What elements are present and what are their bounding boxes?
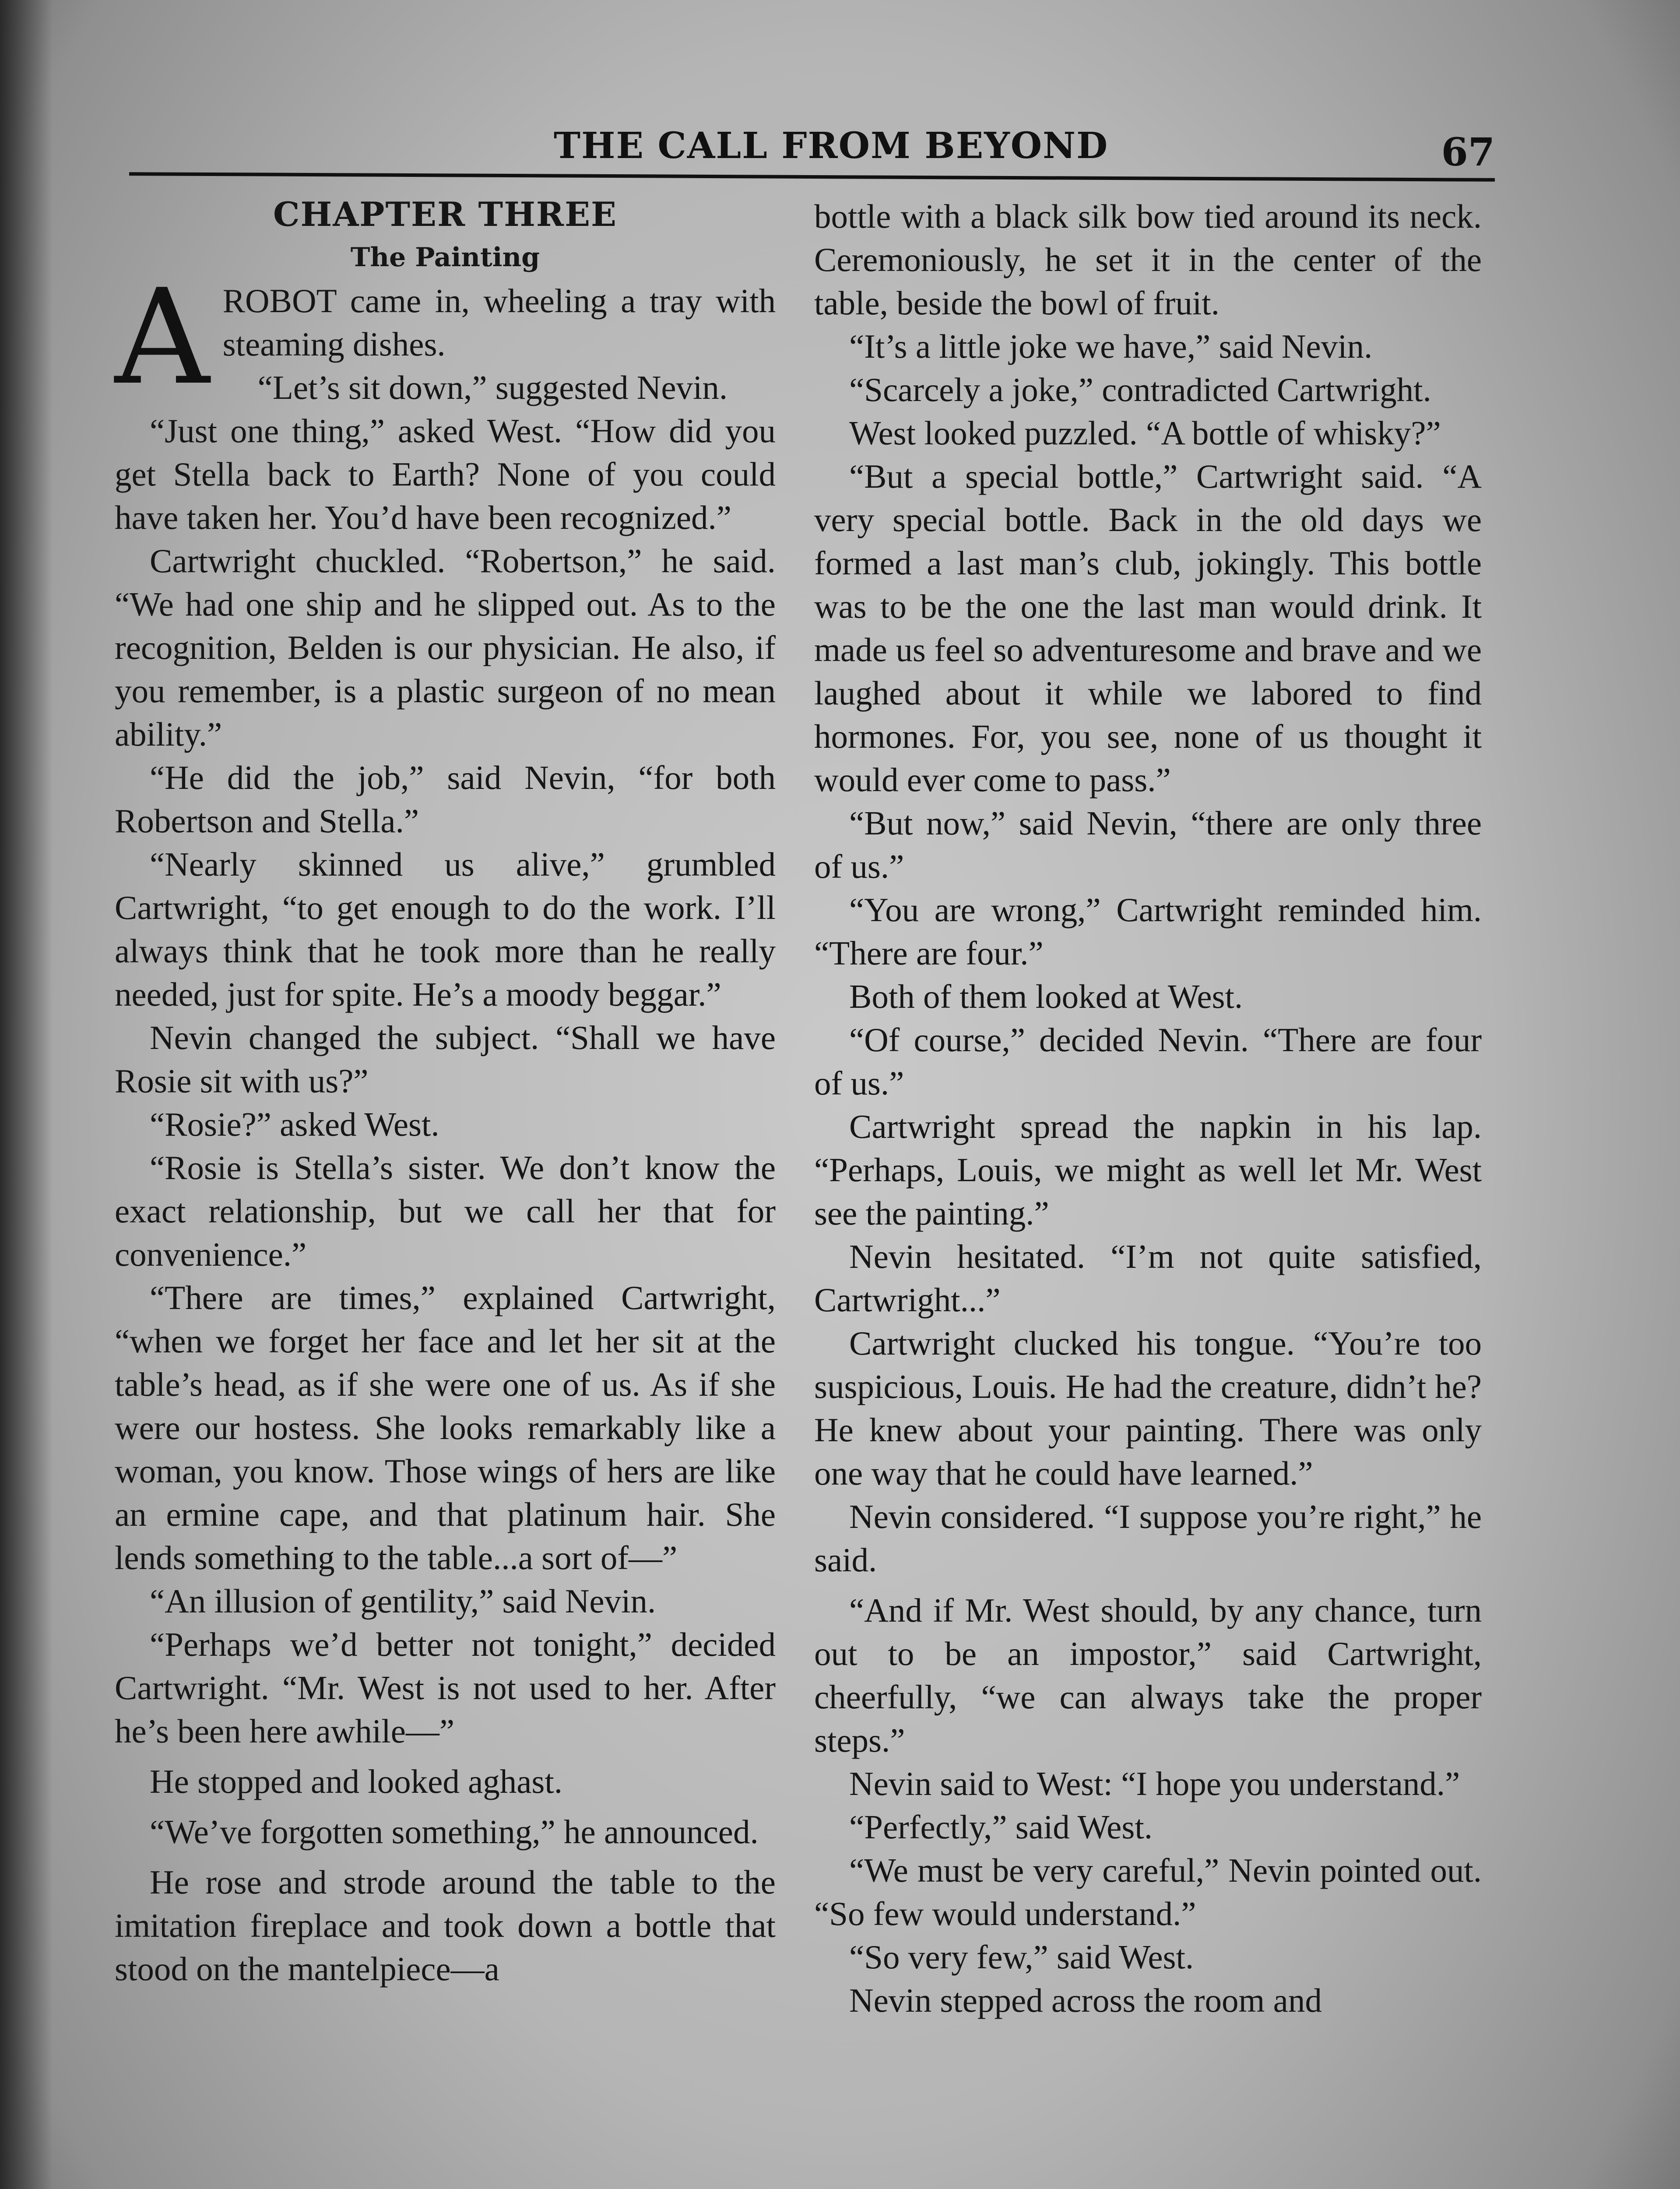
paragraph: “Perhaps we’d better not tonight,” decided Cartwright. “Mr. West is not used to her. After he’s been here awhile—” bbox=[115, 1626, 776, 1750]
paragraph: “An illusion of gentility,” said Nevin. bbox=[150, 1582, 656, 1620]
page-number: 67 bbox=[1441, 129, 1495, 175]
paragraph: “But now,” said Nevin, “there are only three of us.” bbox=[814, 804, 1482, 885]
paragraph: Nevin considered. “I suppose you’re right,” he said. bbox=[814, 1498, 1482, 1579]
paragraph: “Scarcely a joke,” contradicted Cartwright. bbox=[849, 371, 1431, 408]
paragraph: “You are wrong,” Cartwright reminded him. “There are four.” bbox=[814, 891, 1482, 972]
paragraph: “Perfectly,” said West. bbox=[849, 1808, 1153, 1846]
paragraph: Nevin changed the subject. “Shall we have Rosie sit with us?” bbox=[115, 1019, 776, 1100]
paragraph: “Of course,” decided Nevin. “There are four of us.” bbox=[814, 1021, 1482, 1102]
paragraph: “Nearly skinned us alive,” grumbled Cartwright, “to get enough to do the work. I’ll always think that he took more than he really needed, just for spite. He’s a moody beggar.” bbox=[115, 845, 776, 1013]
running-title: THE CALL FROM BEYOND bbox=[554, 125, 1109, 167]
paragraph: “We must be very careful,” Nevin pointed out. “So few would understand.” bbox=[814, 1851, 1482, 1932]
paragraph: Cartwright clucked his tongue. “You’re too suspicious, Louis. He had the creature, didn’t he? He knew about your painting. There was only one way that he could have learned.” bbox=[814, 1324, 1482, 1492]
drop-cap: A bbox=[115, 261, 210, 414]
paragraph: “He did the job,” said Nevin, “for both Robertson and Stella.” bbox=[115, 759, 776, 840]
paragraph: Both of them looked at West. bbox=[849, 978, 1243, 1015]
chapter-title: CHAPTER THREE bbox=[273, 195, 617, 234]
paragraph: He stopped and looked aghast. bbox=[150, 1763, 563, 1800]
paragraph: “Rosie is Stella’s sister. We don’t know the exact relationship, but we call her that for convenience.” bbox=[115, 1149, 776, 1273]
page-edge-shadow bbox=[0, 0, 53, 2189]
paragraph: bottle with a black silk bow tied around its neck. Ceremoniously, he set it in the center of the table, beside the bowl of fruit. bbox=[814, 197, 1482, 322]
paragraph: Nevin stepped across the room and bbox=[849, 1981, 1322, 2019]
left-column bbox=[115, 193, 776, 1991]
paragraph: “Rosie?” asked West. bbox=[150, 1105, 439, 1143]
paragraph: Nevin said to West: “I hope you understand.” bbox=[849, 1765, 1460, 1802]
chapter-subtitle: The Painting bbox=[350, 242, 540, 273]
paragraph: “But a special bottle,” Cartwright said. “A very special bottle. Back in the old days we formed a last man’s club, jokingly. This bottle was to be the one the last man would drink. It made us feel so adventuresome and brave and we laughed about it while we labored to find hormones. For, you see, none of us thought it would ever come to pass.” bbox=[814, 458, 1482, 799]
paragraph: Cartwright spread the napkin in his lap. “Perhaps, Louis, we might as well let Mr. West see the painting.” bbox=[814, 1108, 1482, 1232]
paragraph: “It’s a little joke we have,” said Nevin. bbox=[849, 327, 1373, 365]
paragraph-text: ROBOT came in, wheeling a tray with steaming dishes. bbox=[222, 282, 776, 363]
paragraph: “So very few,” said West. bbox=[849, 1938, 1194, 1976]
paragraph: “We’ve forgotten something,” he announced. bbox=[150, 1813, 759, 1851]
paragraph: Cartwright chuckled. “Robertson,” he said. “We had one ship and he slipped out. As to the recognition, Belden is our physician. He also, if you remember, is a plastic surgeon of no mean ability.” bbox=[115, 542, 776, 753]
paragraph: West looked puzzled. “A bottle of whisky?” bbox=[849, 414, 1441, 452]
paragraph: Nevin hesitated. “I’m not quite satisfied, Cartwright...” bbox=[814, 1238, 1482, 1319]
paragraph: “Just one thing,” asked West. “How did you get Stella back to Earth? None of you could have taken her. You’d have been recognized.” bbox=[115, 412, 776, 536]
paragraph: “And if Mr. West should, by any chance, turn out to be an impostor,” said Cartwright, cheerfully, “we can always take the proper steps.” bbox=[814, 1591, 1482, 1759]
paragraph: He rose and strode around the table to the imitation fireplace and took down a bottle that stood on the mantelpiece—a bbox=[115, 1863, 776, 1988]
paragraph: “There are times,” explained Cartwright, “when we forget her face and let her sit at the table’s head, as if she were one of us. As if she were our hostess. She looks remarkably like a woman, you know. Those wings of hers are like an ermine cape, and that platinum hair. She lends something to the table...a sort of—” bbox=[115, 1279, 776, 1577]
paragraph: “Let’s sit down,” suggested Nevin. bbox=[257, 369, 728, 406]
right-column bbox=[814, 195, 1482, 2022]
